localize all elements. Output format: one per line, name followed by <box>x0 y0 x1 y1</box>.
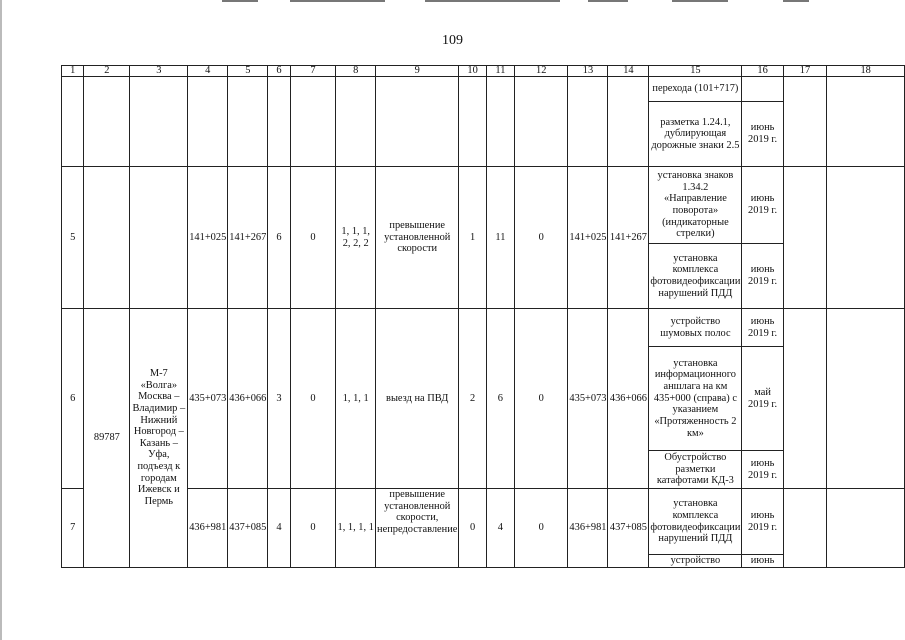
km-end: 141+267 <box>228 167 268 309</box>
road-code: 89787 <box>84 309 130 568</box>
header-cell: 10 <box>459 66 486 77</box>
header-row <box>62 66 905 77</box>
measure-cell: Обустройство разметки катафотами КД-3 <box>649 451 742 489</box>
date-cell: июнь 2019 г. <box>742 489 783 555</box>
page-number: 109 <box>442 33 463 48</box>
table-row <box>62 309 905 347</box>
header-cell: 17 <box>783 66 827 77</box>
measure-cell: перехода (101+717) <box>649 77 742 102</box>
measure-cell: устройство шумовых полос <box>649 309 742 347</box>
measure-cell: установка комплекса фотовидеофиксации нарушений ПДД <box>649 489 742 555</box>
col10: 2 <box>459 309 486 489</box>
col13: 436+981 <box>568 489 608 568</box>
row-number: 7 <box>62 489 84 568</box>
date-cell: июнь 2019 г. <box>742 167 783 244</box>
table-row <box>62 167 905 244</box>
col12: 0 <box>515 489 568 568</box>
col7: 0 <box>290 309 336 489</box>
road-name: М-7 «Волга» Москва – Владимир – Нижний Новгород – Казань – Уфа, подъезд к городам Ижевск и Пермь <box>130 309 188 568</box>
col7: 0 <box>290 489 336 568</box>
report-table <box>61 65 905 568</box>
col7: 0 <box>290 167 336 309</box>
header-cell: 14 <box>608 66 649 77</box>
col14: 141+267 <box>608 167 649 309</box>
header-cell: 13 <box>568 66 608 77</box>
col11: 4 <box>486 489 514 568</box>
col10: 0 <box>459 489 486 568</box>
date-cell: июнь 2019 г. <box>742 309 783 347</box>
length: 4 <box>268 489 290 568</box>
cause: выезд на ПВД <box>376 309 459 489</box>
col13: 435+073 <box>568 309 608 489</box>
col8: 1, 1, 1 <box>336 309 376 489</box>
header-cell: 16 <box>742 66 783 77</box>
scan-top-line <box>672 0 728 2</box>
scan-edge <box>0 0 2 640</box>
cause: превышение установленной скорости, непредоставление <box>376 489 459 568</box>
header-cell: 4 <box>188 66 228 77</box>
col11: 11 <box>486 167 514 309</box>
header-cell: 18 <box>827 66 905 77</box>
measure-cell: установка комплекса фотовидеофиксации нарушений ПДД <box>649 244 742 309</box>
date-cell: июнь 2019 г. <box>742 451 783 489</box>
length: 6 <box>268 167 290 309</box>
km-start: 436+981 <box>188 489 228 568</box>
scan-top-line <box>425 0 560 2</box>
scan-top-line <box>290 0 385 2</box>
km-start: 141+025 <box>188 167 228 309</box>
col8: 1, 1, 1, 2, 2, 2 <box>336 167 376 309</box>
col13: 141+025 <box>568 167 608 309</box>
scan-top-line <box>783 0 809 2</box>
scan-top-line <box>588 0 628 2</box>
cause: превышение установленной скорости <box>376 167 459 309</box>
col11: 6 <box>486 309 514 489</box>
header-cell: 2 <box>84 66 130 77</box>
header-cell: 6 <box>268 66 290 77</box>
length: 3 <box>268 309 290 489</box>
header-cell: 15 <box>649 66 742 77</box>
col12: 0 <box>515 309 568 489</box>
header-cell: 8 <box>336 66 376 77</box>
date-cell: июнь <box>742 555 783 568</box>
header-cell: 1 <box>62 66 84 77</box>
table-row <box>62 77 905 102</box>
date-cell: июнь 2019 г. <box>742 102 783 167</box>
col10: 1 <box>459 167 486 309</box>
date-cell: май 2019 г. <box>742 347 783 451</box>
table-row <box>62 489 905 555</box>
header-cell: 5 <box>228 66 268 77</box>
km-start: 435+073 <box>188 309 228 489</box>
col14: 437+085 <box>608 489 649 568</box>
date-cell <box>742 77 783 102</box>
header-cell: 3 <box>130 66 188 77</box>
header-cell: 12 <box>515 66 568 77</box>
row-number: 6 <box>62 309 84 489</box>
scan-top-line <box>222 0 258 2</box>
row-number: 5 <box>62 167 84 309</box>
measure-cell: установка информационного аншлага на км 435+000 (справа) с указанием «Протяженность 2 км» <box>649 347 742 451</box>
km-end: 437+085 <box>228 489 268 568</box>
col14: 436+066 <box>608 309 649 489</box>
header-cell: 7 <box>290 66 336 77</box>
measure-cell: разметка 1.24.1, дублирующая дорожные знаки 2.5 <box>649 102 742 167</box>
col8: 1, 1, 1, 1 <box>336 489 376 568</box>
km-end: 436+066 <box>228 309 268 489</box>
header-cell: 9 <box>376 66 459 77</box>
measure-cell: устройство <box>649 555 742 568</box>
col12: 0 <box>515 167 568 309</box>
header-cell: 11 <box>486 66 514 77</box>
measure-cell: установка знаков 1.34.2 «Направление поворота» (индикаторные стрелки) <box>649 167 742 244</box>
date-cell: июнь 2019 г. <box>742 244 783 309</box>
